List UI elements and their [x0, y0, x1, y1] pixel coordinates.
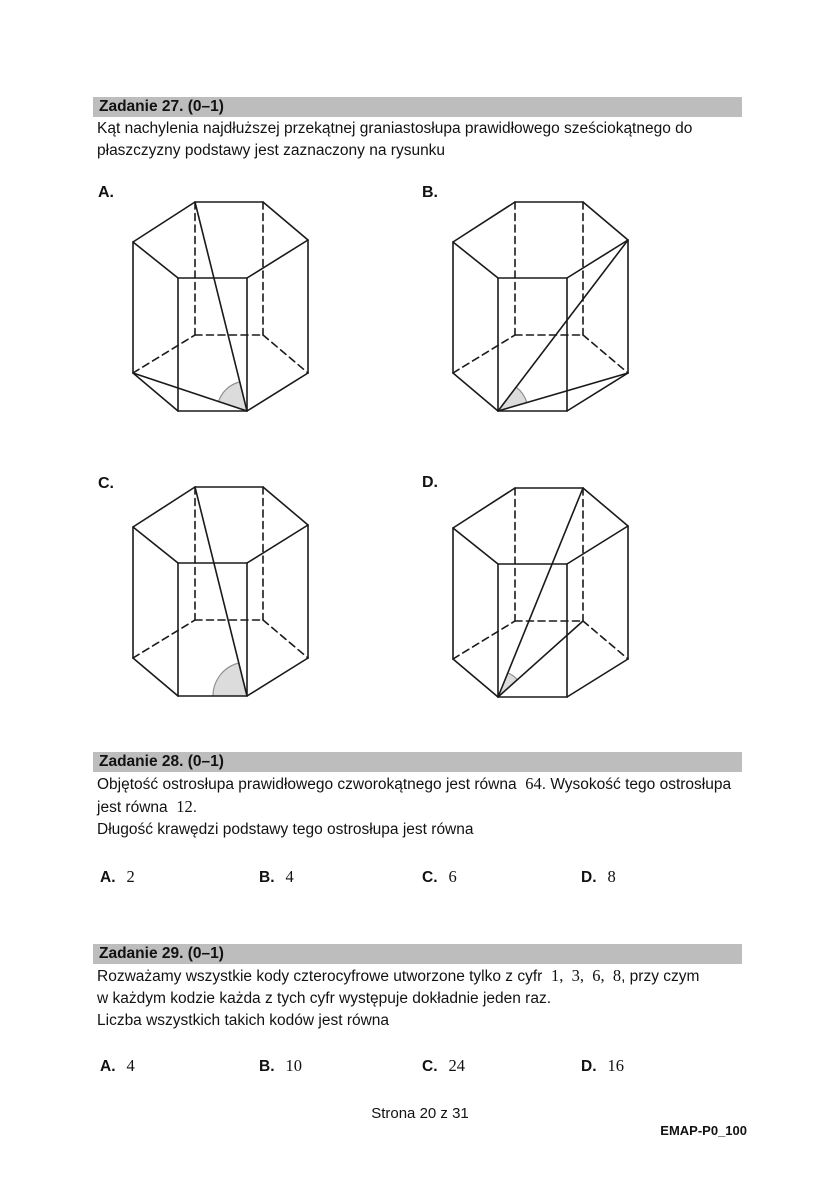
- text-segment: Kąt nachylenia najdłuższej przekątnej graniastosłupa prawidłowego sześciokątnego do: [97, 120, 693, 137]
- figure-hexagonal-prism-b: [449, 198, 633, 416]
- prism-edge: [567, 240, 628, 278]
- text-line: [97, 819, 731, 841]
- hidden-edge: [583, 621, 628, 659]
- math-value: 64: [525, 774, 542, 793]
- text-line: [97, 988, 699, 1010]
- text-segment: Liczba wszystkich takich kodów jest równa: [97, 1012, 390, 1029]
- prism-edge: [453, 373, 498, 411]
- task-27-title: Zadanie 27. (0–1): [99, 98, 224, 115]
- prism-edge: [247, 525, 308, 563]
- task-27-question-text: [97, 118, 692, 162]
- answer-value: 8: [607, 867, 616, 886]
- task-28-title: Zadanie 28. (0–1): [99, 753, 224, 770]
- text-line: [97, 773, 731, 796]
- space-diagonal-line: [195, 202, 247, 411]
- prism-edge: [453, 659, 498, 697]
- prism-edge: [247, 240, 308, 278]
- text-segment: , przy czym: [621, 968, 700, 985]
- prism-edge: [263, 202, 308, 240]
- answer-letter: D.: [581, 1058, 597, 1075]
- prism-edge: [567, 659, 628, 697]
- prism-edge: [247, 658, 308, 696]
- answer-value: 4: [285, 867, 294, 886]
- prism-edge: [247, 373, 308, 411]
- answer-letter: A.: [100, 869, 116, 886]
- task-29-answers: [0, 1055, 840, 1079]
- option-label-d: D.: [422, 474, 438, 491]
- task-28-answers: [0, 866, 840, 890]
- answer-value: 10: [285, 1056, 302, 1075]
- text-line: [97, 140, 692, 162]
- task-28-question-text: [97, 773, 731, 841]
- option-label-a: A.: [98, 184, 114, 201]
- answer-letter: D.: [581, 869, 597, 886]
- prism-edge: [133, 658, 178, 696]
- answer-letter: B.: [259, 869, 275, 886]
- answer-value: 4: [126, 1056, 135, 1075]
- answer-29-c: [422, 1055, 465, 1078]
- figure-hexagonal-prism-c: [129, 483, 313, 701]
- figure-hexagonal-prism-d: [449, 484, 633, 702]
- answer-28-c: [422, 866, 457, 889]
- prism-edge: [453, 242, 498, 278]
- task-29-header-bar: [93, 944, 742, 964]
- prism-edge: [133, 202, 195, 242]
- answer-29-a: [100, 1055, 135, 1078]
- prism-edge: [133, 487, 195, 527]
- text-segment: .: [192, 799, 198, 816]
- prism-edge: [453, 202, 515, 242]
- prism-edge: [583, 202, 628, 240]
- answer-letter: C.: [422, 869, 438, 886]
- text-segment: w każdym kodzie każda z tych cyfr występuje dokładnie jeden raz.: [97, 990, 552, 1007]
- hidden-edge: [133, 620, 195, 658]
- prism-edge: [567, 526, 628, 564]
- text-line: [97, 1010, 699, 1032]
- text-line: [97, 118, 692, 140]
- text-segment: Rozważamy wszystkie kody czterocyfrowe utworzone tylko z cyfr: [97, 968, 551, 985]
- task-28-header-bar: [93, 752, 742, 772]
- answer-value: 2: [126, 867, 135, 886]
- text-segment: płaszczyzny podstawy jest zaznaczony na rysunku: [97, 142, 446, 159]
- option-label-b: B.: [422, 184, 438, 201]
- hidden-edge: [133, 335, 195, 373]
- math-value: 12: [176, 797, 193, 816]
- hidden-edge: [583, 335, 628, 373]
- base-diagonal-line: [498, 621, 583, 697]
- answer-letter: C.: [422, 1058, 438, 1075]
- page-number: Strona 20 z 31: [371, 1105, 469, 1122]
- text-segment: jest równa: [97, 799, 177, 816]
- prism-edge: [133, 242, 178, 278]
- text-segment: Długość krawędzi podstawy tego ostrosłupa jest równa: [97, 821, 474, 838]
- answer-value: 16: [607, 1056, 624, 1075]
- text-line: [97, 796, 731, 819]
- text-segment: . Wysokość tego ostrosłupa: [541, 776, 732, 793]
- angle-wedge: [213, 663, 247, 696]
- hidden-edge: [453, 335, 515, 373]
- answer-28-d: [581, 866, 616, 889]
- prism-edge: [263, 487, 308, 525]
- option-label-c: C.: [98, 475, 114, 492]
- prism-edge: [583, 488, 628, 526]
- prism-edge: [567, 373, 628, 411]
- exam-sheet-code: EMAP-P0_100: [660, 1123, 747, 1138]
- task-27-header-bar: [93, 97, 742, 117]
- answer-29-b: [259, 1055, 302, 1078]
- hidden-edge: [453, 621, 515, 659]
- space-diagonal-line: [195, 487, 247, 696]
- space-diagonal-line: [498, 488, 583, 697]
- answer-letter: B.: [259, 1058, 275, 1075]
- answer-value: 24: [448, 1056, 465, 1075]
- prism-edge: [453, 528, 498, 564]
- math-value: 1, 3, 6, 8: [550, 966, 622, 985]
- answer-value: 6: [448, 867, 457, 886]
- answer-letter: A.: [100, 1058, 116, 1075]
- answer-28-a: [100, 866, 135, 889]
- answer-29-d: [581, 1055, 624, 1078]
- task-29-title: Zadanie 29. (0–1): [99, 945, 224, 962]
- figure-hexagonal-prism-a: [129, 198, 313, 416]
- answer-28-b: [259, 866, 294, 889]
- hidden-edge: [263, 620, 308, 658]
- prism-edge: [133, 527, 178, 563]
- prism-edge: [453, 488, 515, 528]
- hidden-edge: [263, 335, 308, 373]
- text-line: [97, 965, 699, 988]
- text-segment: Objętość ostrosłupa prawidłowego czworokątnego jest równa: [97, 776, 526, 793]
- prism-edge: [133, 373, 178, 411]
- task-29-question-text: [97, 965, 699, 1032]
